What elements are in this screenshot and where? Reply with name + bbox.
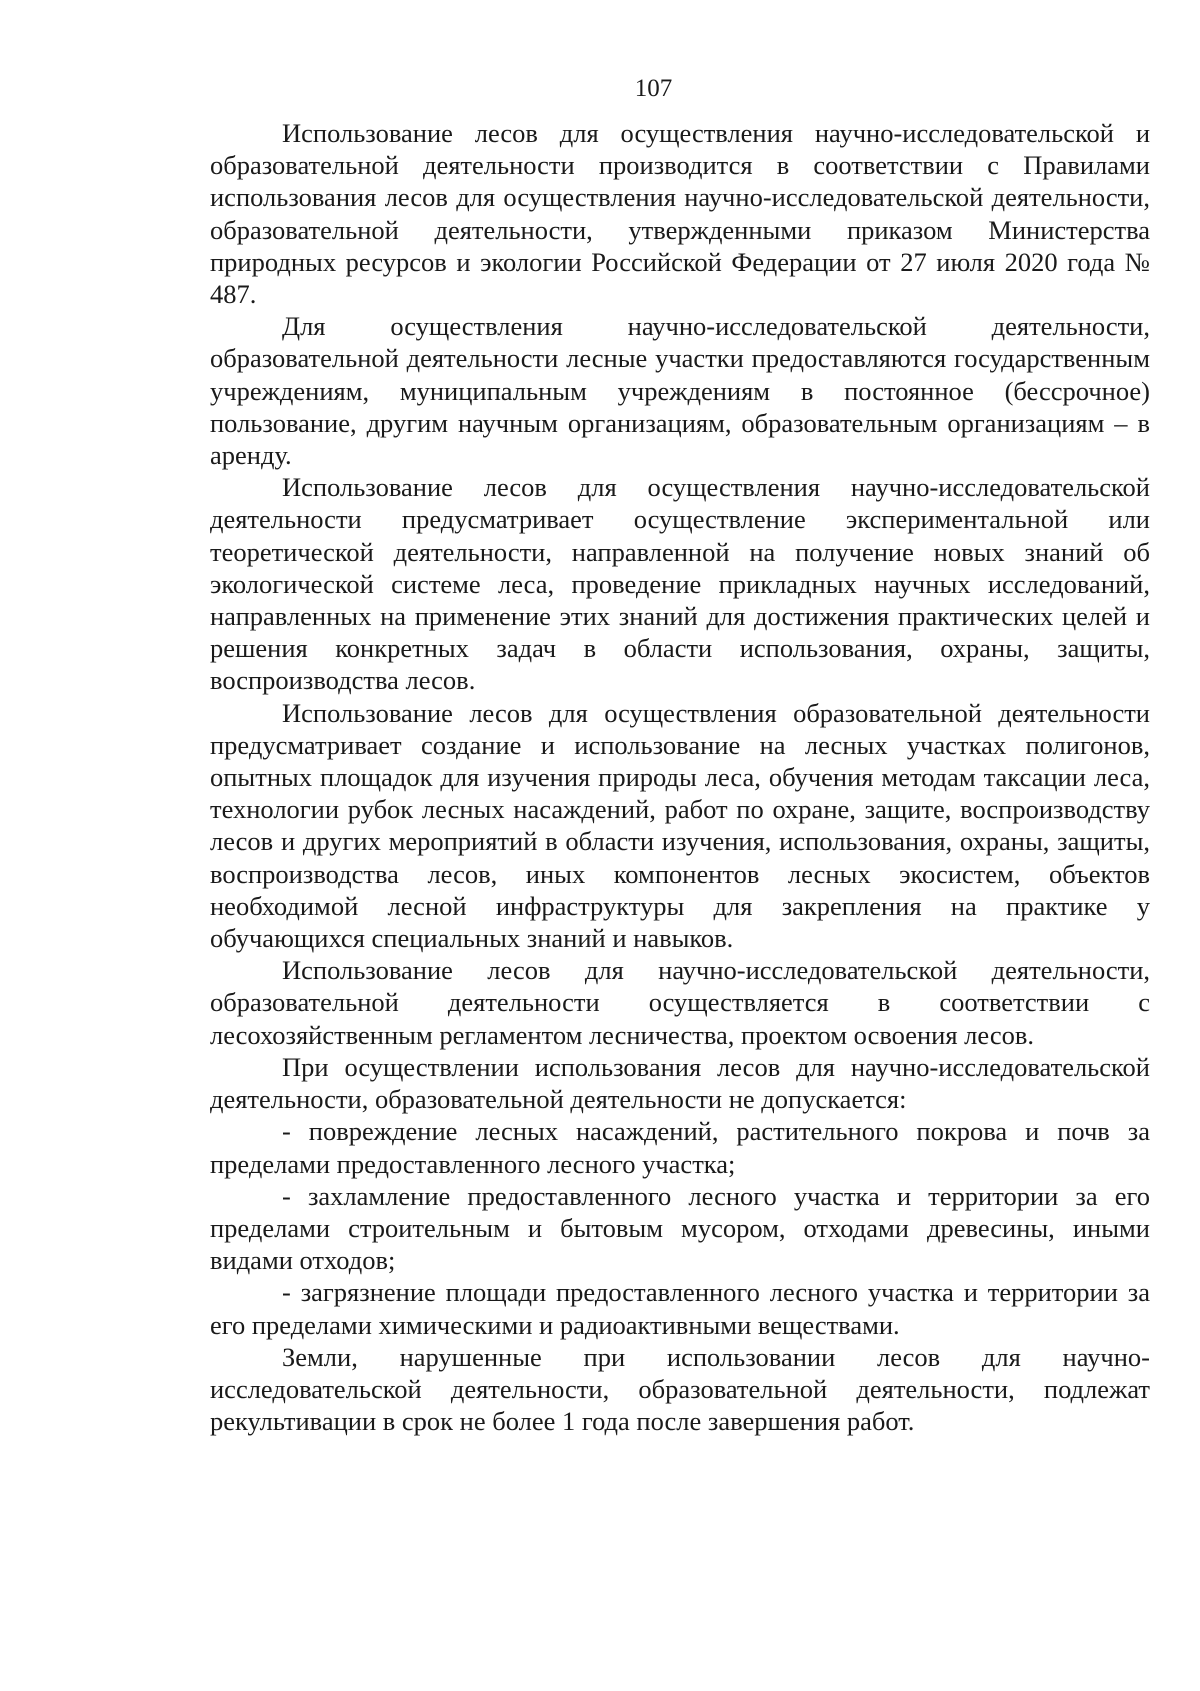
paragraph-educational-activity: Использование лесов для осуществления образовательной деятельности предусматривает создание и использование на лесных участках полигонов, опытных площадок для изучения природы леса, обучения методам таксации леса, технологии рубок лесных насаждений, работ по охране, защите, воспроизводству лесов и других мероприятий в области изучения, использования, охраны, защиты, воспроизводства лесов, иных компонентов лесных экосистем, объектов необходимой лесной инфраструктуры для закрепления на практике у обучающихся специальных знаний и навыков. [210, 697, 1150, 954]
paragraph-research-education-rules: Использование лесов для осуществления научно-исследовательской и образовательной деятельности производится в соответствии с Правилами использования лесов для осуществления научно-исследовательской деятельности, образовательной деятельности, утвержденными приказом Министерства природных ресурсов и экологии Российской Федерации от 27 июля 2020 года № 487. [210, 118, 1150, 310]
page-number: 107 [634, 75, 673, 102]
paragraph-regulation-compliance: Использование лесов для научно-исследовательской деятельности, образовательной деятельности осуществляется в соответствии с лесохозяйственным регламентом лесничества, проектом освоения лесов. [210, 955, 1150, 1050]
list-item-littering: - захламление предоставленного лесного участка и территории за его пределами строительным и бытовым мусором, отходами древесины, иными видами отходов; [210, 1180, 1150, 1276]
paragraph-land-provision: Для осуществления научно-исследовательской деятельности, образовательной деятельности лесные участки предоставляются государственным учреждениям, муниципальным учреждениям в постоянное (бессрочное) пользование, другим научным организациям, образовательным организациям – в аренду. [210, 311, 1150, 471]
list-item-damage: - повреждение лесных насаждений, растительного покрова и почв за пределами предоставленного лесного участка; [210, 1116, 1150, 1179]
list-item-pollution: - загрязнение площади предоставленного лесного участка и территории за его пределами химическими и радиоактивными веществами. [210, 1277, 1150, 1340]
paragraph-research-activity: Использование лесов для осуществления научно-исследовательской деятельности предусматривает осуществление экспериментальной или теоретической деятельности, направленной на получение новых знаний об экологической системе леса, проведение прикладных научных исследований, направленных на применение этих знаний для достижения практических целей и решения конкретных задач в области использования, охраны, защиты, воспроизводства лесов. [210, 472, 1150, 696]
paragraph-land-reclamation: Земли, нарушенные при использовании лесов для научно-исследовательской деятельности, образовательной деятельности, подлежат рекультивации в срок не более 1 года после завершения работ. [210, 1341, 1150, 1437]
document-body [210, 117, 1150, 1437]
paragraph-prohibitions-intro: При осуществлении использования лесов для научно-исследовательской деятельности, образовательной деятельности не допускается: [210, 1051, 1150, 1115]
